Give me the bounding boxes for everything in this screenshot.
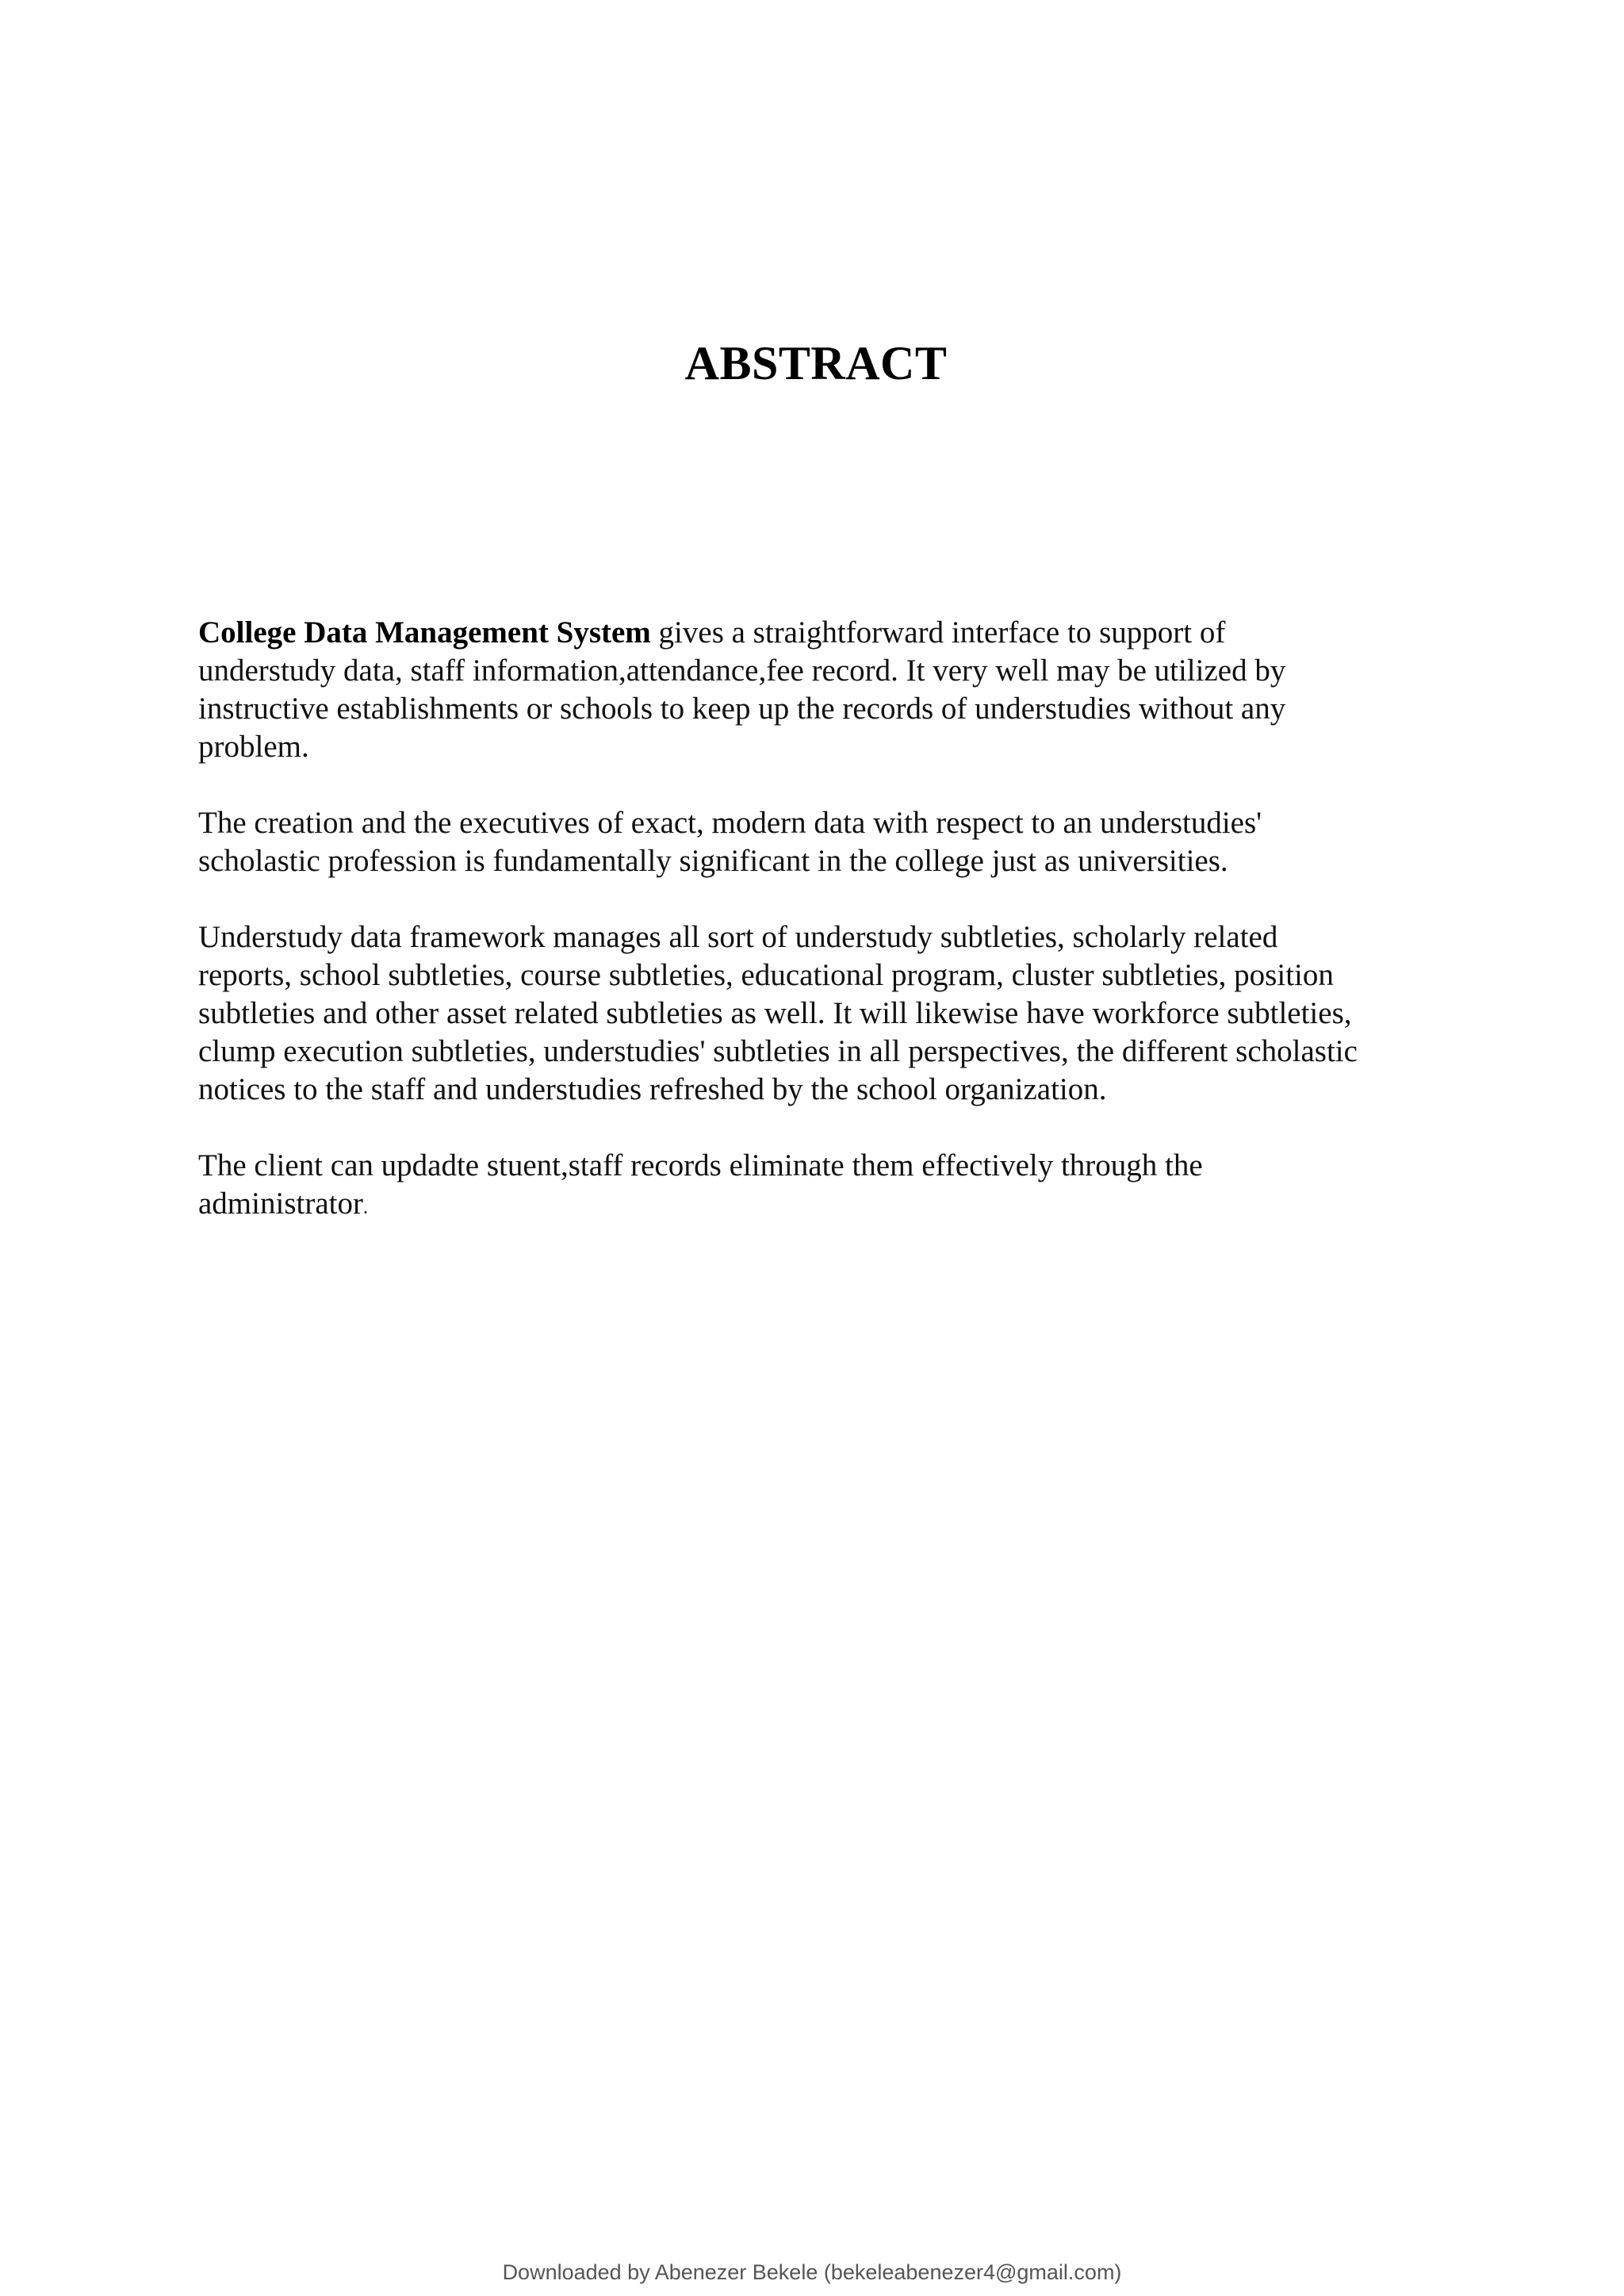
- abstract-body: [198, 614, 1451, 1227]
- paragraph-line: instructive establishments or schools to keep up the records of understudies without any: [198, 692, 1286, 726]
- paragraph-line: The client can updadte stuent,staff records eliminate them effectively through the: [198, 1148, 1203, 1182]
- paragraph-line: [198, 1185, 1451, 1227]
- paragraph-line: notices to the staff and understudies refreshed by the school organization.: [198, 1072, 1107, 1106]
- paragraph-line: The creation and the executives of exact, modern data with respect to an understudies': [198, 806, 1262, 840]
- paragraph-line: [198, 614, 1451, 652]
- abstract-paragraph-2: [198, 804, 1451, 880]
- paragraph-line: reports, school subtleties, course subtleties, educational program, cluster subtleties, position: [198, 958, 1334, 992]
- paragraph-line: scholastic profession is fundamentally significant in the college just as universities.: [198, 844, 1228, 878]
- paragraph-line: problem.: [198, 730, 309, 764]
- paragraph-line: clump execution subtleties, understudies' subtleties in all perspectives, the different scholastic: [198, 1034, 1358, 1068]
- abstract-paragraph-4: [198, 1147, 1451, 1227]
- paragraph-line: understudy data, staff information,attendance,fee record. It very well may be utilized by: [198, 654, 1286, 688]
- paragraph-line-text: gives a straightforward interface to support of: [650, 615, 1226, 650]
- system-name: College Data Management System: [198, 615, 651, 650]
- paragraph-line: subtleties and other asset related subtleties as well. It will likewise have workforce subtleties,: [198, 996, 1352, 1030]
- abstract-paragraph-1: [198, 614, 1451, 766]
- paragraph-line: Understudy data framework manages all sort of understudy subtleties, scholarly related: [198, 920, 1278, 954]
- trailing-period: .: [362, 1198, 368, 1218]
- paragraph-line-text: administrator: [198, 1186, 363, 1221]
- abstract-paragraph-3: [198, 918, 1451, 1109]
- download-footer: Downloaded by Abenezer Bekele (bekeleabenezer4@gmail.com): [502, 2260, 1122, 2284]
- page-title: ABSTRACT: [684, 337, 948, 389]
